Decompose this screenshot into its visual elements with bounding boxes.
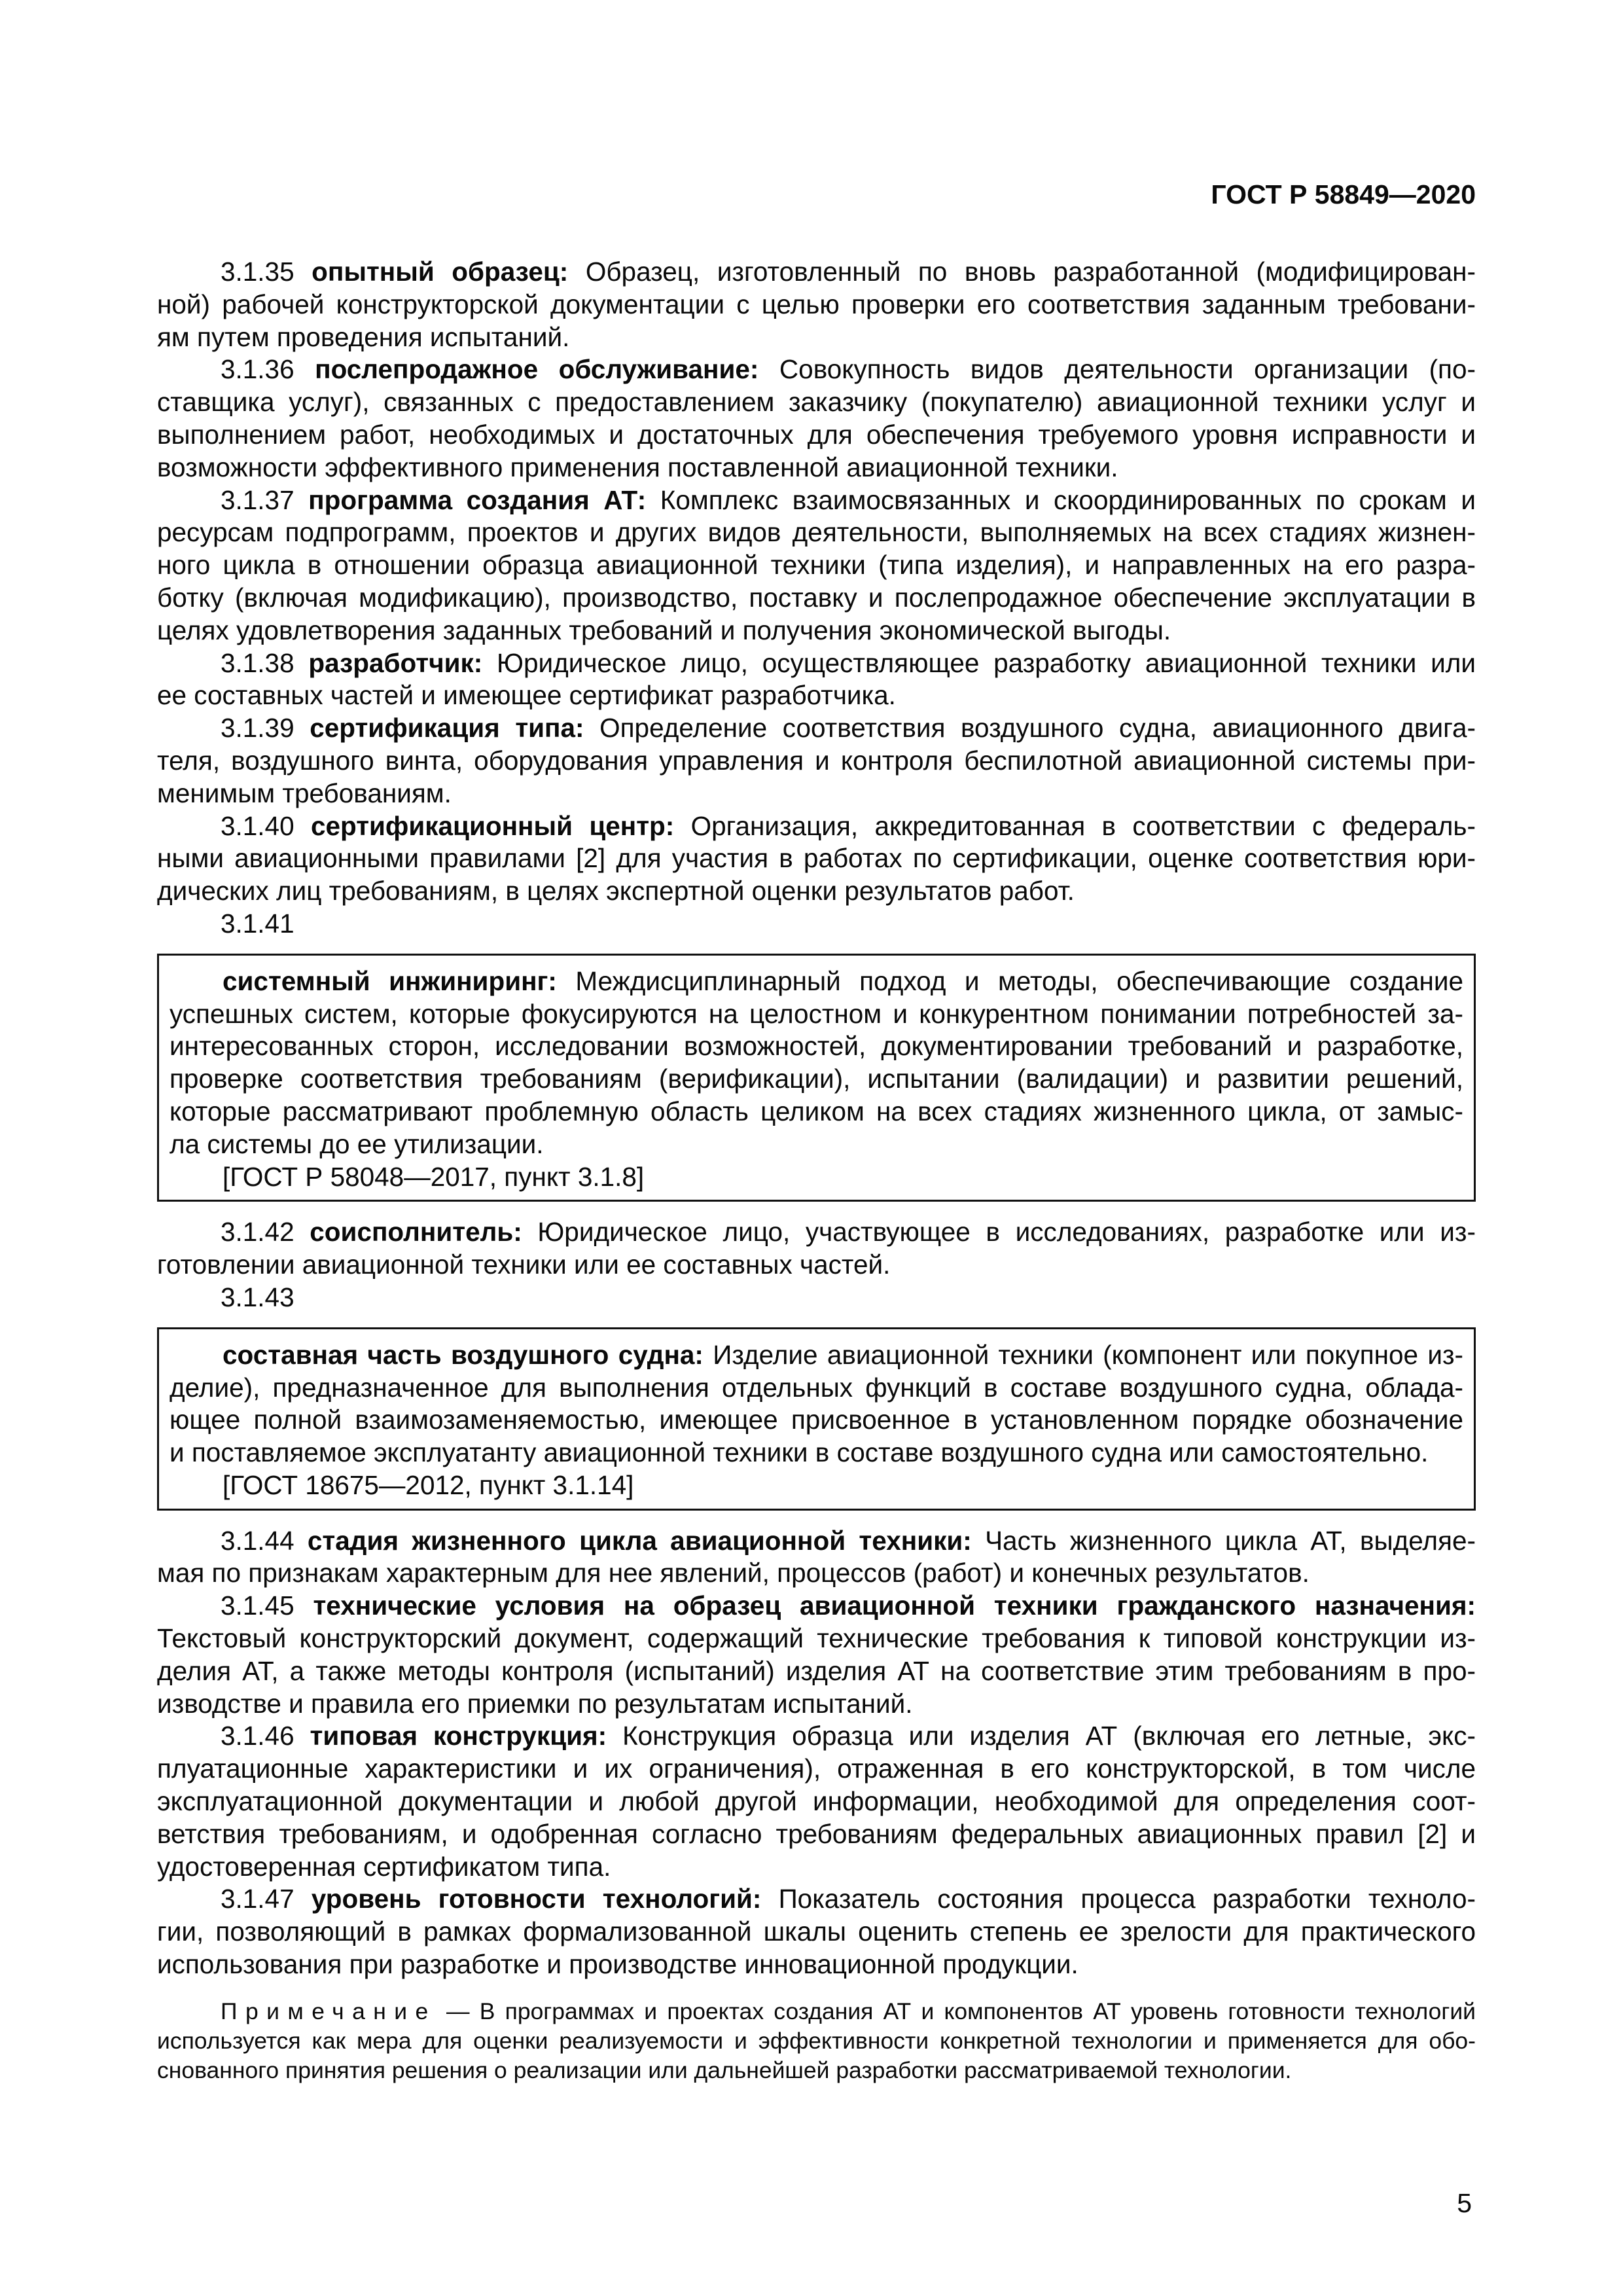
document-code: ГОСТ Р 58849—2020 [1211, 179, 1476, 209]
definition-line: ставщика услуг), связанных с предоставлением заказчику (покупателю) авиационной техники услуг и [157, 387, 1476, 418]
note-line: снованного принятия решения о реализации или дальнейшей разработки рассматриваемой технологии. [157, 2056, 1292, 2083]
definition-text: Междисциплинарный подход и методы, обеспечивающие создание [575, 965, 1463, 996]
term-number: 3.1.43 [221, 1282, 294, 1312]
page-number: 5 [1457, 2188, 1472, 2218]
definition-line: ее составных частей и имеющее сертификат разработчика. [157, 680, 896, 711]
definition-line: проверке соответствия требованиям (верификации), испытании (валидации) и развитии решений, [169, 1064, 1463, 1094]
term-title: сертификационный центр: [310, 810, 675, 841]
term-number: 3.1.47 [221, 1884, 294, 1914]
definition-line: целях удовлетворения заданных требований и получения экономической выгоды. [157, 615, 1171, 645]
note [157, 1997, 1476, 2085]
definition-text: Конструкция образца или изделия АТ (включая его летные, экс- [622, 1721, 1476, 1751]
definition-text: Изделие авиационной техники (компонент или покупное из- [713, 1339, 1463, 1370]
term-line [157, 1590, 1476, 1623]
note-label: Примечание [221, 1998, 437, 2024]
definition-line: выполнением работ, необходимых и достаточных для обеспечения требуемого уровня исправности и [157, 419, 1476, 450]
term-box [157, 1327, 1476, 1511]
term-line [157, 353, 1476, 386]
term-title: опытный образец: [312, 257, 569, 287]
term-line [157, 1216, 1476, 1249]
term-title: составная часть воздушного судна: [223, 1339, 704, 1370]
definition-text: Показатель состояния процесса разработки техноло- [778, 1884, 1476, 1914]
definition-line: интересованных сторон, исследовании возможностей, документировании требований и разработке, [169, 1031, 1463, 1062]
definition-line: Текстовый конструкторский документ, содержащий технические требования к типовой конструкции из- [157, 1623, 1476, 1654]
term-line [157, 484, 1476, 517]
term-title: уровень готовности технологий: [311, 1884, 762, 1914]
source-reference: [ГОСТ Р 58048—2017, пункт 3.1.8] [223, 1161, 645, 1192]
definition-line: готовлении авиационной техники или ее составных частей. [157, 1249, 891, 1280]
definition-line: ющее полной взаимозаменяемостью, имеющее присвоенное в установленном порядке обозначение [169, 1405, 1463, 1435]
definition-line: гии, позволяющий в рамках формализованной шкалы оценить степень ее зрелости для практического [157, 1916, 1476, 1947]
term-title: технические условия на образец авиационной техники гражданского назначения: [313, 1590, 1476, 1621]
definition-line: делие), предназначенное для выполнения отдельных функций в составе воздушного судна, облада- [169, 1372, 1463, 1403]
definition-line: возможности эффективного применения поставленной авиационной техники. [157, 452, 1118, 482]
definition-text: Часть жизненного цикла АТ, выделяе- [985, 1525, 1476, 1556]
definition-line: ресурсам подпрограмм, проектов и других видов деятельности, выполняемых на всех стадиях жизнен- [157, 517, 1476, 548]
term-line [157, 810, 1476, 843]
definition-line: ными авиационными правилами [2] для участия в работах по сертификации, оценке соответствия юри- [157, 843, 1476, 874]
term-title: системный инжиниринг: [223, 965, 557, 996]
definition-text: Организация, аккредитованная в соответствии с федераль- [690, 810, 1476, 841]
term-number: 3.1.44 [221, 1525, 294, 1556]
definition-text: Юридическое лицо, осуществляющее разработку авиационной техники или [497, 647, 1476, 678]
definition-text: Образец, изготовленный по вновь разработанной (модифицирован- [585, 257, 1476, 287]
definition-line: теля, воздушного винта, оборудования управления и контроля беспилотной авиационной системы при- [157, 745, 1476, 776]
definition-line: успешных систем, которые фокусируются на целостном и конкурентном понимании потребностей за- [169, 998, 1463, 1029]
definition-text: Комплекс взаимосвязанных и скоординированных по срокам и [660, 484, 1476, 515]
term-number: 3.1.41 [221, 908, 294, 939]
term-number: 3.1.42 [221, 1217, 294, 1247]
definition-line: удостоверенная сертификатом типа. [157, 1851, 611, 1882]
term-number: 3.1.46 [221, 1721, 294, 1751]
term-number: 3.1.35 [221, 257, 294, 287]
definition-line: ям путем проведения испытаний. [157, 321, 570, 352]
term-title: типовая конструкция: [310, 1721, 607, 1751]
term-line [157, 712, 1476, 745]
definition-line: менимым требованиям. [157, 778, 452, 808]
term-title: сертификация типа: [310, 713, 584, 744]
term-line [157, 647, 1476, 680]
term-line [169, 1339, 1463, 1372]
source-reference: [ГОСТ 18675—2012, пункт 3.1.14] [223, 1469, 634, 1500]
term-number: 3.1.40 [221, 810, 294, 841]
term-number: 3.1.39 [221, 713, 294, 744]
term-number: 3.1.45 [221, 1590, 294, 1621]
term-number: 3.1.36 [221, 354, 294, 385]
definition-line: использования при разработке и производстве инновационной продукции. [157, 1949, 1079, 1980]
definition-line: ботку (включая модификацию), производство, поставку и послепродажное обеспечение эксплуатации в [157, 582, 1476, 613]
definition-line: ного цикла в отношении образца авиационной техники (типа изделия), и направленных на его разра- [157, 550, 1476, 581]
term-line [157, 256, 1476, 289]
definition-line: ла системы до ее утилизации. [169, 1128, 544, 1159]
definition-line: дических лиц требованиям, в целях экспертной оценки результатов работ. [157, 876, 1075, 906]
definition-line: делия АТ, а также методы контроля (испытаний) изделия АТ на соответствие этим требованиям в про- [157, 1655, 1476, 1686]
term-line [169, 965, 1463, 998]
definition-line: плуатационные характеристики и их ограничения), отраженная в его конструкторской, в том числе [157, 1753, 1476, 1784]
note-line [157, 1997, 1476, 2026]
definition-text: Юридическое лицо, участвующее в исследованиях, разработке или из- [537, 1217, 1476, 1247]
term-line [157, 1720, 1476, 1753]
definition-line: и поставляемое эксплуатанту авиационной техники в составе воздушного судна или самостоятельно. [169, 1437, 1429, 1468]
term-title: программа создания АТ: [308, 484, 647, 515]
definition-line: изводстве и правила его приемки по результатам испытаний. [157, 1688, 913, 1719]
definition-line: которые рассматривают проблемную область целиком на всех стадиях жизненного цикла, от замыс- [169, 1096, 1463, 1126]
definition-text: Определение соответствия воздушного судна, авиационного двига- [599, 713, 1476, 744]
note-text: — В программах и проектах создания АТ и компонентов АТ уровень готовности технологий [446, 1998, 1476, 2024]
terms-section [157, 256, 1476, 2085]
term-title: соисполнитель: [310, 1217, 522, 1247]
definition-line: мая по признакам характерным для нее явлений, процессов (работ) и конечных результатов. [157, 1558, 1310, 1588]
note-line: используется как мера для оценки реализуемости и эффективности конкретной технологии и применяется для обо- [157, 2027, 1476, 2054]
term-number: 3.1.37 [221, 484, 294, 515]
definition-line: ветствия требованиям, и одобренная согласно требованиям федеральных авиационных правил [2] и [157, 1818, 1476, 1849]
definition-text: Совокупность видов деятельности организации (по- [779, 354, 1476, 385]
term-title: послепродажное обслуживание: [315, 354, 759, 385]
term-line [157, 1525, 1476, 1558]
definition-line: ной) рабочей конструкторской документации с целью проверки его соответствия заданным требовани- [157, 289, 1476, 319]
term-title: разработчик: [308, 647, 483, 678]
term-line [157, 1883, 1476, 1916]
term-box [157, 954, 1476, 1202]
definition-line: эксплуатационной документации и любой другой информации, необходимой для определения соот- [157, 1786, 1476, 1817]
term-title: стадия жизненного цикла авиационной техники: [307, 1525, 972, 1556]
term-number: 3.1.38 [221, 647, 294, 678]
